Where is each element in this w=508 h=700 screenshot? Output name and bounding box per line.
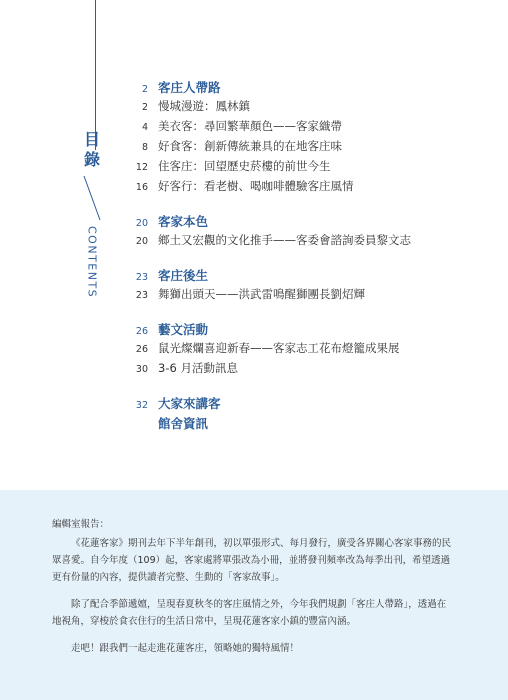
toc-entry-title: 好食客：創新傳統兼具的在地客庄味: [158, 139, 342, 153]
toc-entry-title: 3-6 月活動訊息: [158, 361, 238, 375]
toc-section: [120, 78, 490, 198]
toc-page-number: 23: [135, 290, 148, 301]
toc-entry-title: 鄉土又宏觀的文化推手——客委會諮詢委員黎文志: [158, 233, 411, 247]
toc-entry[interactable]: [120, 414, 490, 434]
toc-entry-title: 鼠光燦爛喜迎新春——客家志工花布燈籠成果展: [158, 341, 400, 355]
toc-section-header[interactable]: [120, 394, 490, 414]
editorial-note: [0, 490, 508, 700]
table-of-contents: [120, 78, 490, 448]
toc-page-number: 2: [141, 84, 148, 95]
editorial-paragraph: 《花蓮客家》期刊去年下半年創刊，初以單張形式、每月發行，廣受各界關心客家事務的民眾喜愛。自今年度（109）起，客家處將單張改為小冊，並將發刊頻率改為每季出刊，希望透過更有份量的內容，提供讀者完整、生動的「客家故事」。: [52, 538, 452, 583]
toc-page-number: 20: [135, 218, 148, 229]
toc-page-number: 26: [135, 326, 148, 337]
toc-page-number: 23: [135, 272, 148, 283]
toc-entry[interactable]: [120, 340, 490, 360]
toc-section-header[interactable]: [120, 266, 490, 286]
toc-page-number: 26: [135, 344, 148, 355]
contents-title-chinese: [84, 130, 100, 170]
contents-title-char-2: 錄: [83, 150, 100, 169]
toc-entry[interactable]: [120, 178, 490, 198]
toc-entry[interactable]: [120, 360, 490, 380]
toc-entry-title: 美衣客：尋回繁華顏色——客家織帶: [158, 119, 342, 133]
toc-entry[interactable]: [120, 98, 490, 118]
toc-section-title: 客庄後生: [158, 268, 209, 283]
toc-section-header[interactable]: [120, 320, 490, 340]
toc-page-number: 12: [135, 162, 148, 173]
editorial-paragraph: 走吧！跟我們一起走進花蓮客庄，領略她的獨特風情！: [71, 643, 300, 654]
toc-entry-title: 好客行：看老樹、喝咖啡體驗客庄風情: [158, 179, 354, 193]
contents-heading: [72, 130, 112, 298]
toc-page-number: 4: [141, 122, 148, 133]
toc-entry[interactable]: [120, 232, 490, 252]
toc-entry[interactable]: [120, 158, 490, 178]
slash-divider-icon: [81, 176, 103, 220]
toc-page-number: 2: [141, 102, 148, 113]
toc-entry[interactable]: [120, 138, 490, 158]
toc-page-number: 30: [135, 364, 148, 375]
toc-section: [120, 394, 490, 434]
toc-entry[interactable]: [120, 118, 490, 138]
toc-entry[interactable]: [120, 286, 490, 306]
toc-section-header[interactable]: [120, 78, 490, 98]
editorial-paragraph: 除了配合季節遞嬗，呈現春夏秋冬的客庄風情之外，今年我們規劃「客庄人帶路」，透過在地視角，穿梭於食衣住行的生活日常中，呈現花蓮客家小鎮的豐富內涵。: [52, 599, 447, 627]
toc-section-title: 客家本色: [158, 214, 209, 229]
toc-section: [120, 212, 490, 252]
contents-title-english: CONTENTS: [85, 226, 99, 299]
toc-entry-title: 慢城漫遊：鳳林鎮: [158, 99, 250, 113]
contents-title-char-1: 目: [83, 130, 100, 149]
toc-page-number: 32: [135, 400, 148, 411]
toc-section-title: 藝文活動: [158, 322, 209, 337]
toc-page-number: 20: [135, 236, 148, 247]
toc-entry-title: 館舍資訊: [158, 416, 209, 431]
title-divider-top: [95, 0, 96, 150]
toc-entry-title: 舞獅出頭天——洪武雷鳴醒獅團長劉炤輝: [158, 287, 365, 301]
toc-entry-title: 住客庄：回望歷史菸樓的前世今生: [158, 159, 331, 173]
toc-section-title: 客庄人帶路: [158, 80, 221, 95]
editorial-body: [52, 516, 452, 667]
toc-page-number: 8: [141, 142, 148, 153]
toc-section-header[interactable]: [120, 212, 490, 232]
toc-section: [120, 320, 490, 380]
toc-section: [120, 266, 490, 306]
toc-page-number: 16: [135, 182, 148, 193]
toc-section-title: 大家來講客: [158, 396, 221, 411]
editorial-label: 編輯室報告：: [52, 519, 110, 530]
